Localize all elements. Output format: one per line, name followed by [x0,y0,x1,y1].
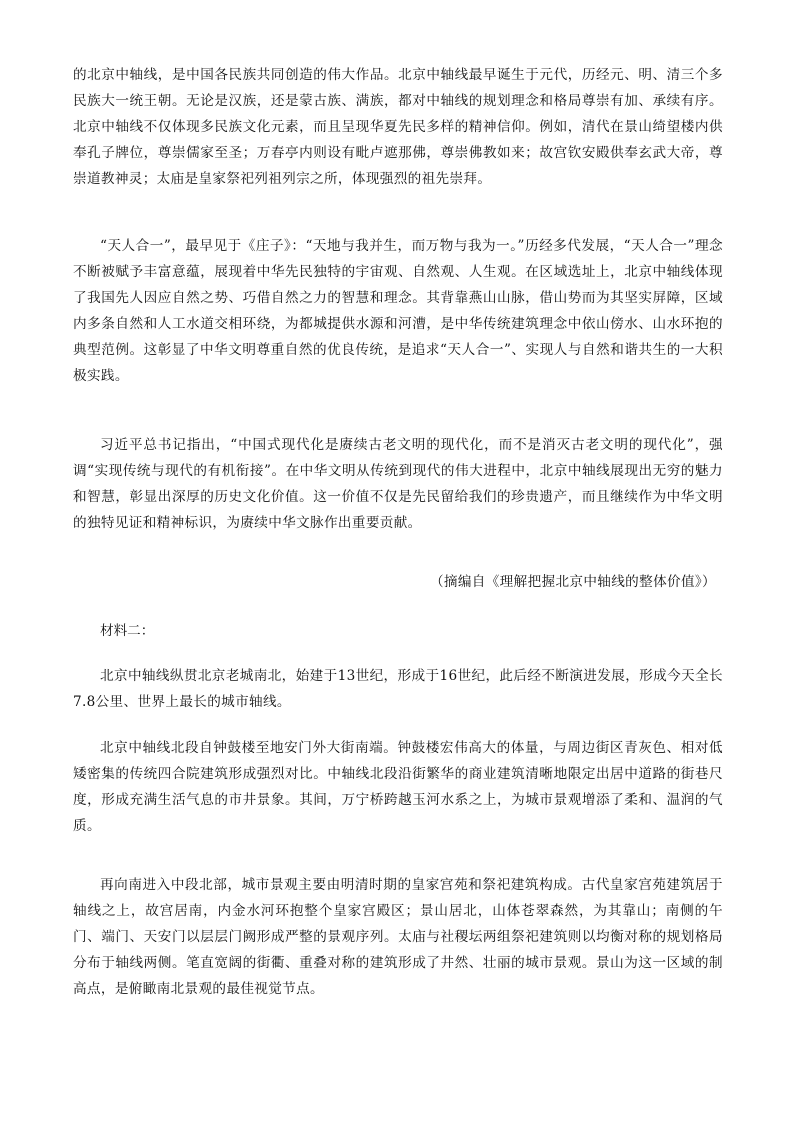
material-one-source-citation: （摘编自《理解把握北京中轴线的整体价值》） [429,574,716,590]
material-one-paragraph-3: 习近平总书记指出，“中国式现代化是赓续古老文明的现代化，而不是消灭古老文明的现代化”，强调“实现传统与现代的有机衔接”。在中华文明从传统到现代的伟大进程中，北京中轴线展现出无穷的魅力和智慧，彰显出深厚的历史文化价值。这一价值不仅是先民留给我们的珍贵遗产，而且继续作为中华文明的独特见证和精神标识，为赓续中华文脉作出重要贡献。 [73,437,723,531]
material-two-paragraph-1: 北京中轴线纵贯北京老城南北，始建于13世纪，形成于16世纪，此后经不断演进发展，形成今天全长7.8公里、世界上最长的城市轴线。 [73,668,723,710]
material-one-paragraph-2: “天人合一”，最早见于《庄子》：“天地与我并生，而万物与我为一。”历经多代发展，“天人合一”理念不断被赋予丰富意蕴，展现着中华先民独特的宇宙观、自然观、人生观。在区域选址上，北京中轴线体现了我国先人因应自然之势、巧借自然之力的智慧和理念。其背靠燕山山脉，借山势而为其坚实屏障，区域内多条自然和人工水道交相环绕，为都城提供水源和河漕，是中华传统建筑理念中依山傍水、山水环抱的典型范例。这彰显了中华文明尊重自然的优良传统，是追求“天人合一”、实现人与自然和谐共生的一大积极实践。 [73,238,723,384]
material-two-paragraph-2: 北京中轴线北段自钟鼓楼至地安门外大街南端。钟鼓楼宏伟高大的体量，与周边街区青灰色、相对低矮密集的传统四合院建筑形成强烈对比。中轴线北段沿街繁华的商业建筑清晰地限定出居中道路的街巷尺度，形成充满生活气息的市井景象。其间，万宁桥跨越玉河水系之上，为城市景观增添了柔和、温润的气质。 [73,740,723,834]
material-two-paragraph-3: 再向南进入中段北部，城市景观主要由明清时期的皇家宫苑和祭祀建筑构成。古代皇家宫苑建筑居于轴线之上，故宫居南，内金水河环抱整个皇家宫殿区；景山居北，山体苍翠森然，为其靠山；南侧的午门、端门、天安门以层层门阙形成严整的景观序列。太庙与社稷坛两组祭祀建筑则以均衡对称的规划格局分布于轴线两侧。笔直宽阔的街衢、重叠对称的建筑形成了井然、壮丽的城市景观。景山为这一区域的制高点，是俯瞰南北景观的最佳视觉节点。 [73,877,723,997]
material-one-paragraph-1: 的北京中轴线，是中国各民族共同创造的伟大作品。北京中轴线最早诞生于元代，历经元、明、清三个多民族大一统王朝。无论是汉族，还是蒙古族、满族，都对中轴线的规划理念和格局尊崇有加、承续有序。北京中轴线不仅体现多民族文化元素，而且呈现华夏先民多样的精神信仰。例如，清代在景山绮望楼内供奉孔子牌位，尊崇儒家至圣；万春亭内则设有毗卢遮那佛，尊崇佛教如来；故宫钦安殿供奉玄武大帝，尊崇道教神灵；太庙是皇家祭祀列祖列宗之所，体现强烈的祖先崇拜。 [73,67,723,187]
material-two-label: 材料二： [100,623,155,639]
